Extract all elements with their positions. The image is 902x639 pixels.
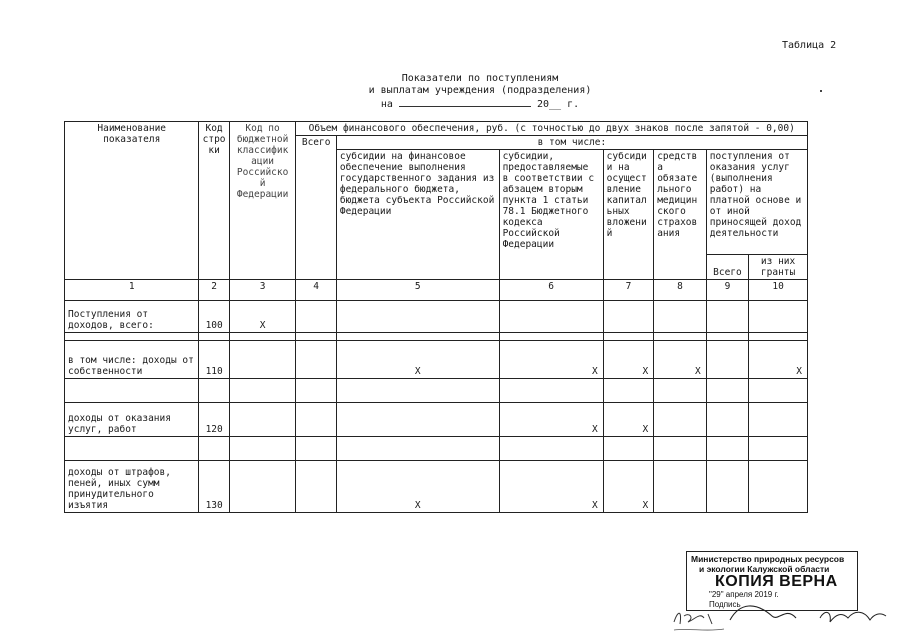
indicators-table <box>64 121 808 513</box>
row-code: 120 <box>199 403 229 437</box>
header-col-10: из них гранты <box>749 255 808 280</box>
cell-col-6: X <box>499 341 603 379</box>
cell-col-7: X <box>603 403 654 437</box>
cell-col-10: X <box>749 341 808 379</box>
table-row <box>65 341 808 379</box>
cell-total <box>296 341 336 379</box>
scan-speck <box>820 90 822 92</box>
header-col-5: субсидии на финансовое обеспечение выполнения государственного задания из федерального бюджета, бюджета субъекта Российской Федерации <box>336 150 499 280</box>
cell-col-8 <box>654 403 707 437</box>
cell-col-7: X <box>603 461 654 513</box>
row-gap <box>65 333 808 341</box>
document-title <box>300 73 660 111</box>
column-numbers-row <box>65 280 808 301</box>
header-including: в том числе: <box>336 136 807 150</box>
table-row <box>65 301 808 333</box>
cell-col-5: X <box>336 341 499 379</box>
cell-col-9 <box>706 341 748 379</box>
cell-col-8 <box>654 461 707 513</box>
cell-total <box>296 461 336 513</box>
title-line-2: и выплатам учреждения (подразделения) <box>368 85 592 96</box>
row-name: Поступления от доходов, всего: <box>65 301 199 333</box>
cell-col-9 <box>706 403 748 437</box>
cell-col-10 <box>749 403 808 437</box>
row-code: 130 <box>199 461 229 513</box>
col-number: 7 <box>603 280 654 301</box>
cell-col-8: X <box>654 341 707 379</box>
row-name: доходы от оказания услуг, работ <box>65 403 199 437</box>
row-code: 100 <box>199 301 229 333</box>
col-number: 9 <box>706 280 748 301</box>
stamp-ministry-line: Министерство природных ресурсов <box>691 554 845 564</box>
row-budget-mark <box>229 461 296 513</box>
table-row <box>65 461 808 513</box>
row-gap <box>65 437 808 461</box>
row-budget-mark: X <box>229 301 296 333</box>
date-blank-field <box>399 97 531 107</box>
cell-col-9 <box>706 461 748 513</box>
header-volume: Объем финансового обеспечения, руб. (с точностью до двух знаков после запятой - 0,00) <box>296 122 808 136</box>
cell-total <box>296 403 336 437</box>
row-code: 110 <box>199 341 229 379</box>
table-number-label: Таблица 2 <box>782 40 837 51</box>
cell-col-7 <box>603 301 654 333</box>
cell-col-10 <box>749 461 808 513</box>
cell-col-5 <box>336 403 499 437</box>
cell-col-10 <box>749 301 808 333</box>
cell-col-7: X <box>603 341 654 379</box>
header-total: Всего <box>296 136 336 280</box>
date-year: 20__ г. <box>536 99 580 110</box>
row-gap <box>65 379 808 403</box>
cell-col-6: X <box>499 461 603 513</box>
header-row-1 <box>65 122 808 136</box>
header-col-9-total: Всего <box>706 255 748 280</box>
cell-col-9 <box>706 301 748 333</box>
stamp-ministry-line-2: и экологии Калужской области <box>699 564 830 574</box>
cell-col-5 <box>336 301 499 333</box>
table-row <box>65 403 808 437</box>
col-number: 6 <box>499 280 603 301</box>
col-number: 2 <box>199 280 229 301</box>
col-number: 10 <box>749 280 808 301</box>
date-prefix: на <box>380 99 393 110</box>
cell-col-6: X <box>499 403 603 437</box>
col-number: 5 <box>336 280 499 301</box>
title-line-1: Показатели по поступлениям <box>401 73 559 84</box>
col-number: 1 <box>65 280 199 301</box>
stamp-signature-label: Подпись <box>709 600 741 609</box>
row-budget-mark <box>229 403 296 437</box>
header-budget-code: Код по бюджетной классифик ации Российско й Федерации <box>229 122 296 280</box>
header-col-7: субсиди и на осущест вление капитал ьных вложени й <box>603 150 654 280</box>
stamp-date: "29" апреля 2019 г. <box>709 590 779 599</box>
row-budget-mark <box>229 341 296 379</box>
header-col-8: средств а обязате льного медицин ского страхов ания <box>654 150 707 280</box>
handwritten-signature <box>660 596 890 634</box>
stamp-copy-true: КОПИЯ ВЕРНА <box>715 573 838 590</box>
col-number: 8 <box>654 280 707 301</box>
header-name: Наименование показателя <box>65 122 199 280</box>
header-code: Код стро ки <box>199 122 229 280</box>
cell-col-5: X <box>336 461 499 513</box>
title-date-line <box>300 97 660 111</box>
cell-col-8 <box>654 301 707 333</box>
row-name: доходы от штрафов, пеней, иных сумм принудительного изъятия <box>65 461 199 513</box>
header-col-9: поступления от оказания услуг (выполнения работ) на платной основе и от иной приносящей доход деятельности <box>706 150 807 255</box>
row-name: в том числе: доходы от собственности <box>65 341 199 379</box>
cell-col-6 <box>499 301 603 333</box>
cell-total <box>296 301 336 333</box>
col-number: 4 <box>296 280 336 301</box>
col-number: 3 <box>229 280 296 301</box>
header-col-6: субсидии, предоставляемые в соответствии с абзацем вторым пункта 1 статьи 78.1 Бюджетного кодекса Российской Федерации <box>499 150 603 280</box>
